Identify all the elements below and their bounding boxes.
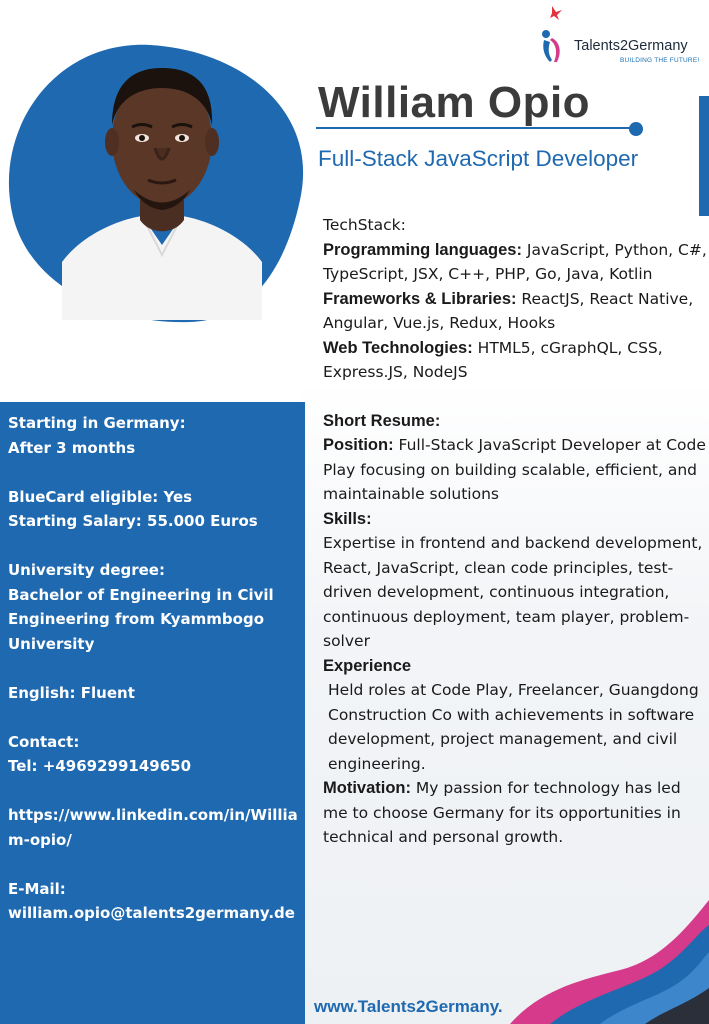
starting-salary: Starting Salary: 55.000 Euros [8,512,258,530]
name-underline-decoration [316,122,646,138]
short-resume-heading: Short Resume: [323,411,441,430]
candidate-photo [62,30,262,320]
position-label: Position: [323,436,394,454]
position [323,433,708,507]
experience-label: Experience [323,656,412,675]
position-value: Full-Stack JavaScript Developer at Code Play focusing on building scalable, efficient, and maintainable solutions [323,436,706,503]
motivation-label: Motivation: [323,779,411,797]
summary-sidebar [0,402,305,1024]
right-edge-accent-bar [699,96,709,216]
logo-tagline: BUILDING THE FUTURE! [620,57,700,64]
programming-label: Programming languages: [323,240,522,259]
techstack-heading: TechStack: [323,216,406,234]
phone-number: Tel: +4969299149650 [8,757,192,775]
skills-value: Expertise in frontend and backend development, React, JavaScript, clean code principles, test-driven development, continuous integration, continuous deployment, team player, problem-solver [323,534,703,650]
frameworks-label: Frameworks & Libraries: [323,289,517,308]
experience-value: Held roles at Code Play, Freelancer, Guangdong Construction Co with achievements in software development, project management, and civil engineering. [328,681,699,773]
web-technologies [323,336,708,385]
candidate-name: William Opio [318,78,591,127]
candidate-role: Full-Stack JavaScript Developer [318,146,639,171]
programming-languages [323,238,708,287]
motivation [323,776,708,850]
talents2germany-logo [538,4,708,70]
web-label: Web Technologies: [323,338,473,357]
logo-wordmark: Talents2Germany [574,38,688,54]
frameworks [323,287,708,336]
email-link[interactable]: william.opio@talents2germany.de [8,904,295,922]
english-level: English: Fluent [8,683,135,702]
web-value: HTML5, cGraphQL, CSS, Express.JS, NodeJS [323,338,663,381]
degree-label: University degree: [8,561,165,579]
motivation-value: My passion for technology has led me to choose Germany for its opportunities in technical and personal growth. [323,779,681,846]
programming-value: JavaScript, Python, C#, TypeScript, JSX, C++, PHP, Go, Java, Kotlin [323,240,707,283]
linkedin-link[interactable]: https://www.linkedin.com/in/William-opio/ [8,806,298,849]
contact-label: Contact: [8,732,80,751]
footer-website-link[interactable]: www.Talents2Germany. [314,997,503,1016]
profile-details [323,213,708,850]
start-label: Starting in Germany: [8,414,186,432]
email-label: E-Mail: [8,879,66,898]
airplane-icon [538,4,572,66]
frameworks-value: ReactJS, React Native, Angular, Vue.js, Redux, Hooks [323,289,694,332]
bluecard-status: BlueCard eligible: Yes [8,487,193,506]
decorative-waves [510,880,709,1024]
start-value: After 3 months [8,438,136,457]
skills-label: Skills: [323,509,372,528]
degree-value: Bachelor of Engineering in Civil Engineering from Kyammbogo University [8,585,274,653]
